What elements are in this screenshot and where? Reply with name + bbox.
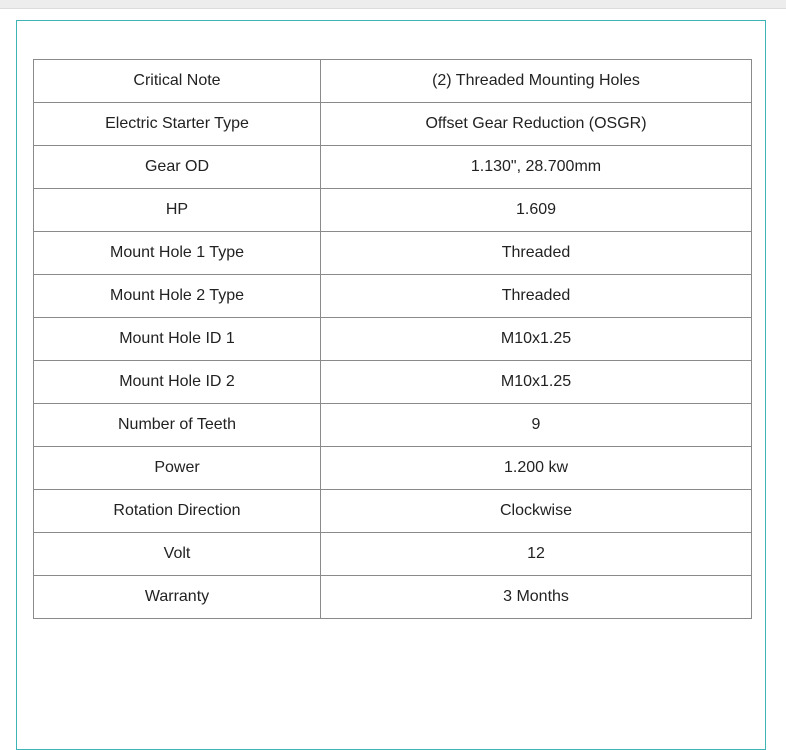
spec-value: (2) Threaded Mounting Holes — [321, 60, 752, 103]
table-row — [34, 275, 752, 318]
specifications-panel — [16, 20, 766, 750]
spec-label: HP — [34, 189, 321, 232]
spec-label: Mount Hole ID 1 — [34, 318, 321, 361]
spec-value: 3 Months — [321, 576, 752, 619]
table-row — [34, 232, 752, 275]
spec-label: Warranty — [34, 576, 321, 619]
spec-label: Rotation Direction — [34, 490, 321, 533]
table-row — [34, 318, 752, 361]
spec-value: Threaded — [321, 275, 752, 318]
spec-value: Offset Gear Reduction (OSGR) — [321, 103, 752, 146]
spec-value: Threaded — [321, 232, 752, 275]
table-row — [34, 490, 752, 533]
spec-label: Gear OD — [34, 146, 321, 189]
table-row — [34, 361, 752, 404]
spec-label: Mount Hole 2 Type — [34, 275, 321, 318]
table-row — [34, 60, 752, 103]
table-row — [34, 576, 752, 619]
spec-label: Electric Starter Type — [34, 103, 321, 146]
spec-label: Volt — [34, 533, 321, 576]
table-row — [34, 189, 752, 232]
spec-label: Power — [34, 447, 321, 490]
specifications-table — [33, 59, 752, 619]
table-row — [34, 404, 752, 447]
spec-value: 1.130", 28.700mm — [321, 146, 752, 189]
spec-label: Number of Teeth — [34, 404, 321, 447]
browser-top-strip — [0, 0, 786, 9]
spec-label: Mount Hole ID 2 — [34, 361, 321, 404]
spec-value: M10x1.25 — [321, 361, 752, 404]
spec-label: Mount Hole 1 Type — [34, 232, 321, 275]
spec-value: 9 — [321, 404, 752, 447]
spec-label: Critical Note — [34, 60, 321, 103]
spec-value: 1.609 — [321, 189, 752, 232]
spec-value: Clockwise — [321, 490, 752, 533]
spec-value: M10x1.25 — [321, 318, 752, 361]
table-row — [34, 447, 752, 490]
table-row — [34, 146, 752, 189]
spec-value: 1.200 kw — [321, 447, 752, 490]
table-row — [34, 533, 752, 576]
table-row — [34, 103, 752, 146]
spec-value: 12 — [321, 533, 752, 576]
